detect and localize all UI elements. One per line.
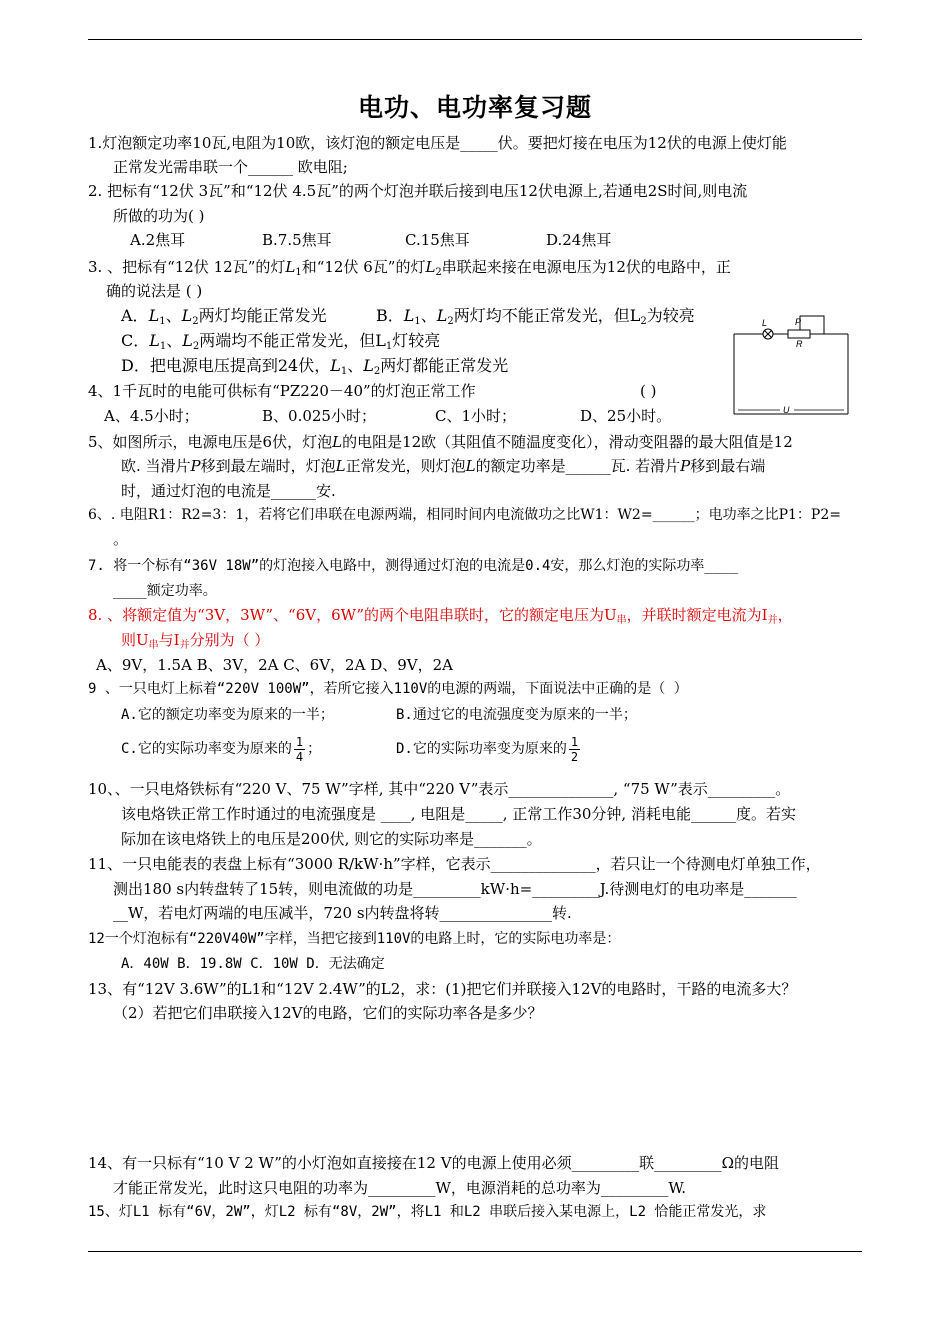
q8-line1: 8. 、将额定值为“3V，3W”、“6V，6W”的两个电阻串联时，它的额定电压为$U_串$，并联时额定电流为$I_并$，: [88, 606, 793, 626]
q1-line1: 1.灯泡额定功率10瓦,电阻为10欧，该灯泡的额定电压是_____伏。要把灯接在电压为12伏的电源上使灯能: [88, 134, 787, 152]
q12-line1: 12一个灯泡标有“220V40W”字样，当把它接到110V的电路上时，它的实际电功率是：: [88, 931, 621, 947]
q4-option-d: D、25小时。: [580, 407, 672, 425]
resistor-label: R: [796, 339, 803, 349]
bottom-rule: [88, 1251, 862, 1252]
q2-line1: 2. 把标有“12伏 3瓦”和“12伏 4.5瓦”的两个灯泡并联后接到电压12伏电源上,若通电2S时间,则电流: [88, 182, 748, 200]
top-rule: [88, 39, 862, 40]
q2-option-c: C.15焦耳: [405, 231, 470, 249]
voltage-label: U: [783, 405, 790, 415]
q4-line1: 4、1千瓦时的电能可供标有“PZ220－40”的灯泡正常工作: [88, 382, 476, 400]
q2-option-a: A.2焦耳: [130, 231, 186, 249]
q3-line2: 确的说法是 ( ): [106, 282, 203, 300]
q11-line1: 11、一只电能表的表盘上标有“3000 R/kW·h”字样，它表示______________，若只让一个待测电灯单独工作，: [88, 855, 821, 873]
q11-line3: __W，若电灯两端的电压减半，720 s内转盘将转_______________转.: [113, 904, 572, 922]
rheostat-symbol: [788, 330, 810, 338]
q2-line2: 所做的功为( ): [113, 207, 205, 225]
circuit-diagram: [728, 306, 854, 420]
q9-line1: 9 、一只电灯上标着“220V 100W”，若所它接入110V的电源的两端，下面说法中正确的是（ ）: [88, 681, 688, 697]
q10-line1: 10、、一只电烙铁标有“220 V、75 W”字样, 其中“220 V”表示______________, “75 W”表示_________。: [88, 780, 791, 798]
q4-option-b: B、0.025小时；: [262, 407, 376, 425]
q13-line1: 13、有“12V 3.6W”的L1和“12V 2.4W”的L2，求：(1)把它们并联接入12V的电路时，干路的电流多大？: [88, 980, 797, 998]
q7-line1: 7. 将一个标有“36V 18W”的灯泡接入电路中，测得通过灯泡的电流是0.4安，那么灯泡的实际功率____: [88, 558, 739, 574]
q3-option-c: C．$L_1$、$L_2$两端均不能正常发光，但$L_1$灯较亮: [121, 331, 441, 352]
fraction-one-half: $\frac{1}{2}$: [570, 734, 579, 764]
q4-option-a: A、4.5小时；: [104, 407, 199, 425]
q2-option-d: D.24焦耳: [546, 231, 612, 249]
q3-option-b: B．$L_1$、$L_2$两灯均不能正常发光，但$L_2$为较亮: [376, 306, 695, 327]
q11-line2: 测出180 s内转盘转了15转，则电流做的功是_________kW·h=_________J.待测电灯的电功率是_______: [113, 880, 797, 898]
q14-line1: 14、有一只标有“10 V 2 W”的小灯泡如直接接在12 V的电源上使用必须_________联_________Ω的电阻: [88, 1154, 780, 1172]
q3-option-d: D．把电源电压提高到24伏，$L_1$、$L_2$两灯都能正常发光: [121, 356, 509, 377]
q15-line1: 15、灯L1 标有“6V，2W”，灯L2 标有“8V，2W”，将L1 和L2 串联后接入某电源上，L2 恰能正常发光，求: [88, 1204, 767, 1220]
q10-line2: 该电烙铁正常工作时通过的电流强度是 ____, 电阻是_____, 正常工作30分钟, 消耗电能______度。若实: [121, 805, 796, 823]
q2-option-b: B.7.5焦耳: [262, 231, 332, 249]
q4-paren: ( ): [640, 382, 657, 400]
q14-line2: 才能正常发光，此时这只电阻的功率为_________W，电源消耗的总功率为_________W.: [113, 1179, 686, 1197]
lamp-label: L: [762, 318, 768, 328]
q10-line3: 际加在该电烙铁上的电压是200伏, 则它的实际功率是_______。: [121, 830, 542, 848]
q9-option-a: A.它的额定功率变为原来的一半；: [121, 707, 334, 723]
q12-options: A．40W B．19.8W C．10W D．无法确定: [121, 956, 385, 972]
q6-line1: 6、. 电阻R1：R2=3：1，若将它们串联在电源两端，相同时间内电流做功之比W1：W2=______；电功率之比P1：P2=: [88, 507, 841, 523]
q8-options: A、9V，1.5A B、3V，2A C、6V，2A D、9V，2A: [96, 656, 453, 674]
q3-option-a: A．$L_1$、$L_2$两灯均能正常发光: [121, 306, 327, 327]
q9-option-b: B.通过它的电流强度变为原来的一半；: [396, 707, 637, 723]
q3-line1: 3. 、把标有“12伏 12瓦”的灯$L_1$和“12伏 6瓦”的灯$L_2$串联起来接在电源电压为12伏的电路中，正: [88, 258, 731, 278]
q5-line1: 5、如图所示，电源电压是6伏，灯泡L的电阻是12欧（其阻值不随温度变化），滑动变阻器的最大阻值是12: [88, 433, 793, 451]
q5-line2: 欧. 当滑片P移到最左端时，灯泡L正常发光，则灯泡L的额定功率是______瓦. 若滑片P移到最右端: [121, 457, 766, 475]
page-title: 电功、电功率复习题: [357, 93, 592, 122]
q4-option-c: C、1小时；: [435, 407, 517, 425]
q13-line2: （2）若把它们串联接入12V的电路，它们的实际功率各是多少？: [113, 1004, 543, 1022]
q8-line2: 则$U_串$与$I_并$分别为（ ）: [121, 631, 270, 651]
q6-line2: 。: [113, 530, 129, 548]
q9-option-c: C.它的实际功率变为原来的 $\frac{1}{4}$ ；: [121, 734, 322, 764]
q5-line3: 时，通过灯泡的电流是______安.: [121, 482, 336, 500]
slider-label: P: [795, 317, 802, 327]
q9-option-d: D.它的实际功率变为原来的 $\frac{1}{2}$: [396, 734, 579, 764]
q7-line2: ____额定功率。: [113, 583, 217, 599]
fraction-one-quarter: $\frac{1}{4}$: [295, 734, 304, 764]
q1-line2: 正常发光需串联一个______ 欧电阻;: [113, 158, 348, 176]
